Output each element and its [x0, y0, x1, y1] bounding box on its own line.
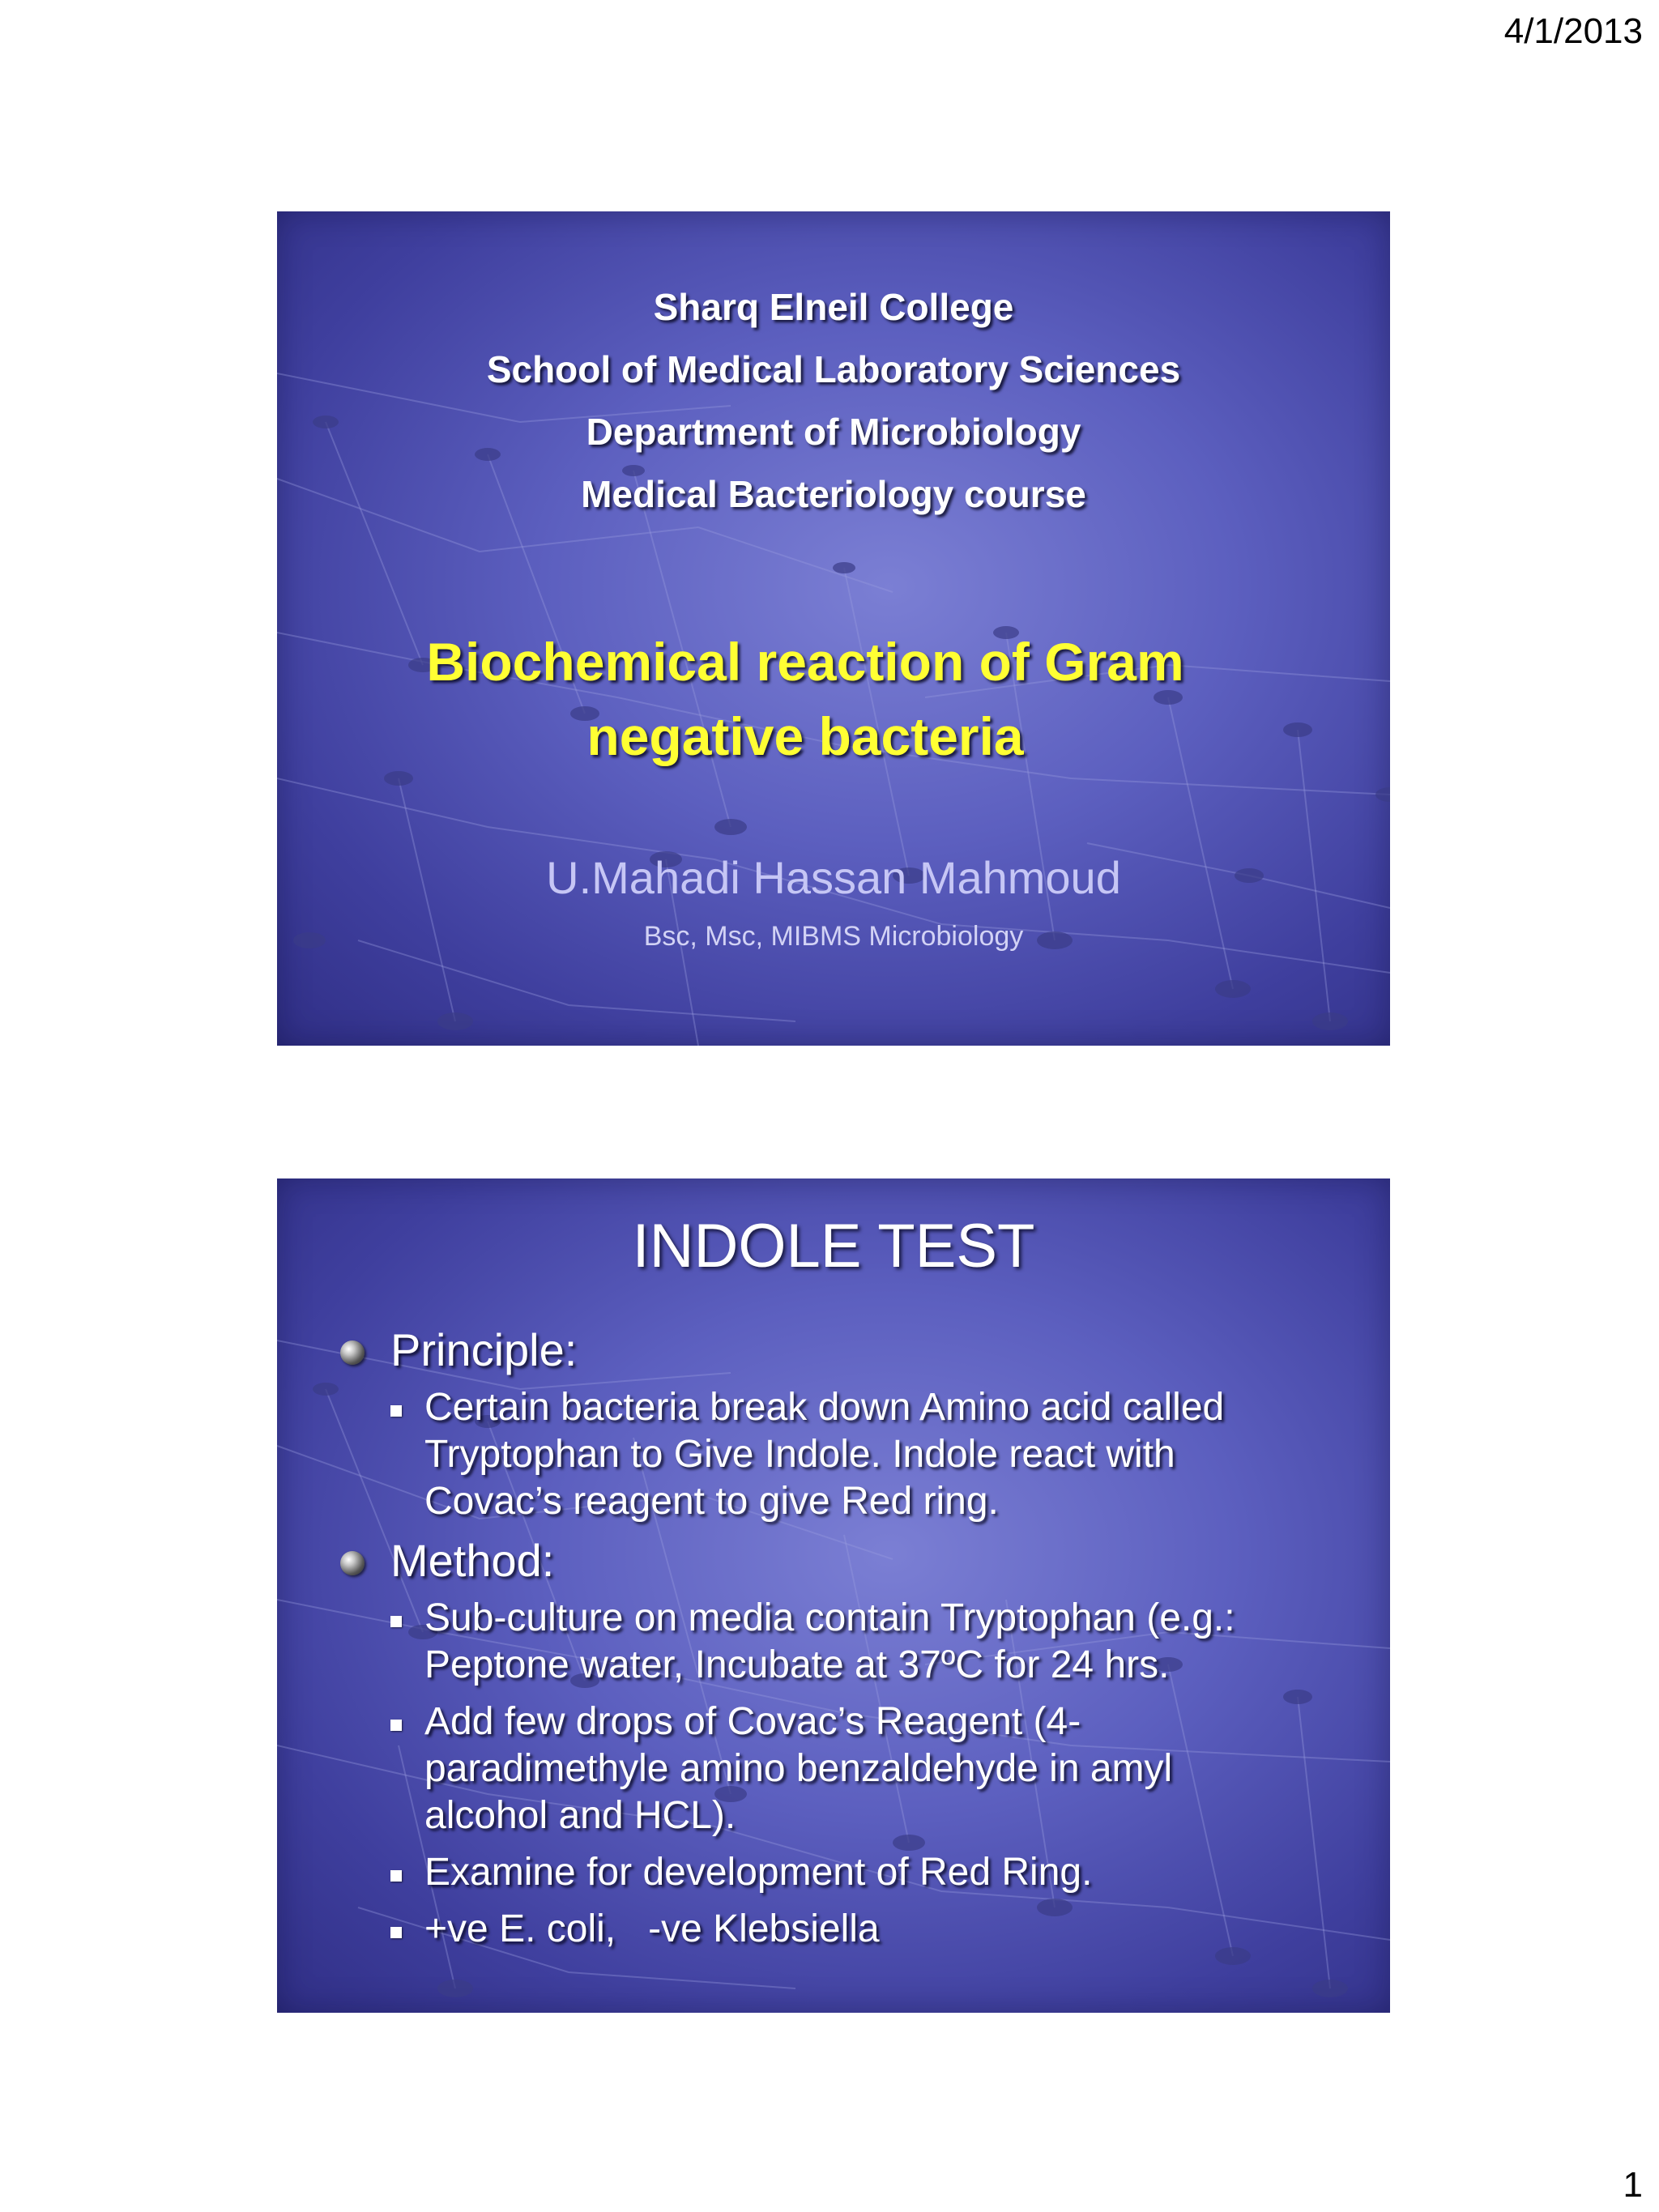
author-credentials: Bsc, Msc, MIBMS Microbiology — [643, 921, 1024, 952]
institution-line: School of Medical Laboratory Sciences — [486, 348, 1181, 390]
square-bullet-icon — [390, 1870, 402, 1882]
slide-1 — [277, 211, 1390, 1046]
square-bullet-icon — [390, 1927, 402, 1938]
title-line-1: Biochemical reaction of Gram — [426, 632, 1184, 692]
sub-bullet — [334, 1906, 1379, 1953]
slide-content — [334, 1324, 1379, 1963]
sub-bullet — [334, 1698, 1379, 1839]
sphere-bullet-icon — [340, 1551, 365, 1575]
sphere-bullet-icon — [340, 1340, 365, 1365]
title-line-2: negative bacteria — [586, 706, 1024, 766]
sub-bullet — [334, 1384, 1379, 1525]
bullet-heading: Principle: — [390, 1324, 578, 1375]
institution-line: Medical Bacteriology course — [581, 473, 1086, 515]
square-bullet-icon — [390, 1720, 402, 1731]
sub-bullet-line: Covac’s reagent to give Red ring. — [424, 1480, 999, 1523]
sub-bullet-line: paradimethyle amino benzaldehyde in amyl — [424, 1747, 1173, 1790]
author-name: U.Mahadi Hassan Mahmoud — [546, 852, 1121, 903]
sub-bullet-line: Certain bacteria break down Amino acid called — [424, 1386, 1225, 1429]
square-bullet-icon — [390, 1616, 402, 1627]
presentation-title — [277, 624, 1390, 774]
slide-title: INDOLE TEST — [632, 1212, 1035, 1281]
sub-bullet — [334, 1849, 1379, 1896]
sub-bullet-line: +ve E. coli, -ve Klebsiella — [424, 1907, 880, 1950]
sub-bullet-line: alcohol and HCL). — [424, 1794, 736, 1837]
page-number: 1 — [1623, 2165, 1643, 2205]
institution-line: Department of Microbiology — [586, 411, 1081, 453]
sub-bullet-line: Examine for development of Red Ring. — [424, 1851, 1093, 1894]
square-bullet-icon — [390, 1405, 402, 1417]
sub-bullet — [334, 1595, 1379, 1689]
bullet-principle — [334, 1324, 1379, 1376]
slide-2 — [277, 1178, 1390, 2013]
bullet-method — [334, 1535, 1379, 1587]
sub-bullet-line: Peptone water, Incubate at 37ºC for 24 hrs. — [424, 1643, 1170, 1686]
institution-block — [277, 276, 1390, 526]
sub-bullet-line: Sub-culture on media contain Tryptophan (e.g.: — [424, 1596, 1235, 1639]
page-date: 4/1/2013 — [1503, 11, 1643, 51]
sub-bullet-line: Add few drops of Covac’s Reagent (4- — [424, 1700, 1081, 1743]
bullet-heading: Method: — [390, 1535, 555, 1586]
institution-line: Sharq Elneil College — [653, 286, 1014, 328]
sub-bullet-line: Tryptophan to Give Indole. Indole react with — [424, 1433, 1175, 1476]
